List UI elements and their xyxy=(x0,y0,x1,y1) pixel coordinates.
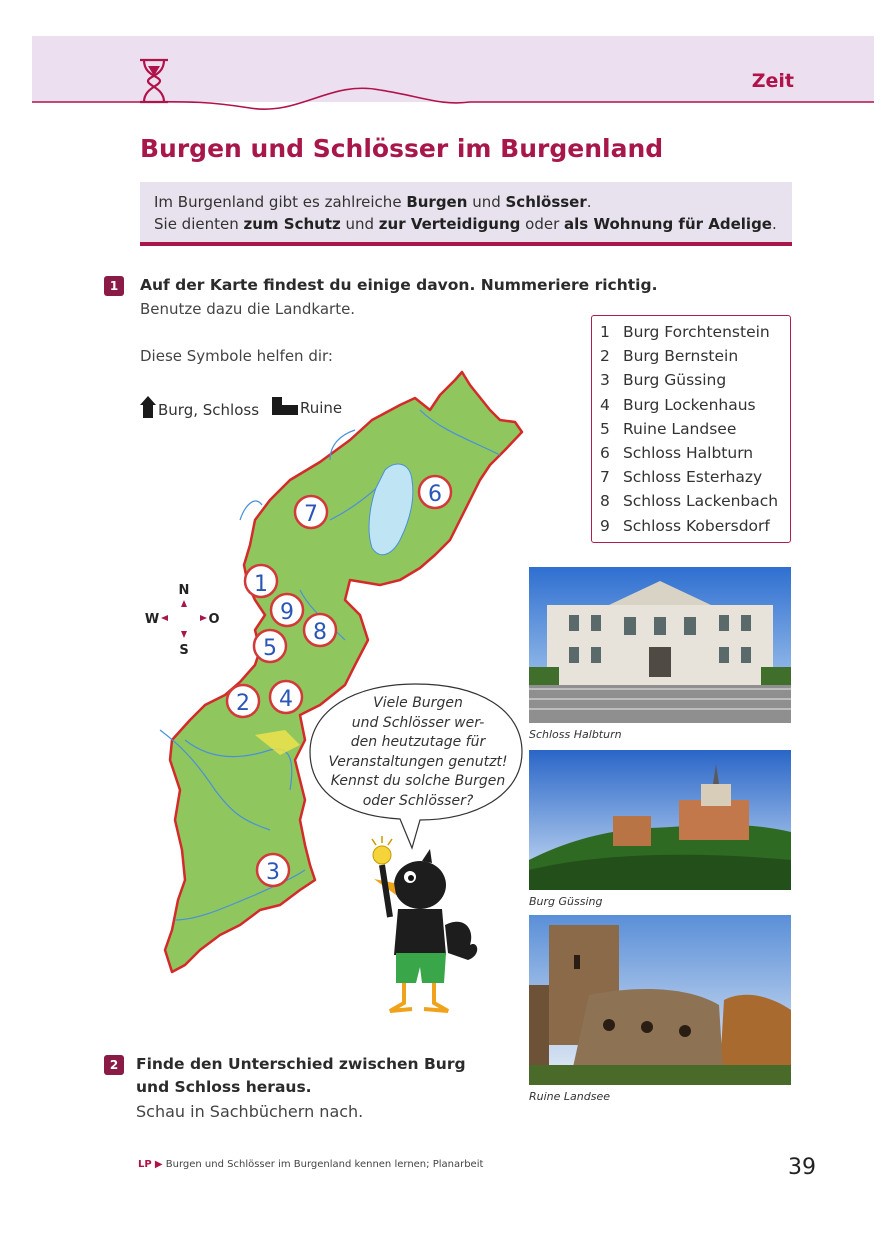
task-2-subtitle: Schau in Sachbüchern nach. xyxy=(136,1102,364,1121)
map-marker-4[interactable] xyxy=(270,681,302,713)
svg-text:2: 2 xyxy=(236,691,250,716)
svg-text:9: 9 xyxy=(280,600,294,625)
intro-line-2: Sie dienten zum Schutz und zur Verteidigung oder als Wohnung für Adelige. xyxy=(154,215,777,233)
svg-text:8: 8 xyxy=(313,620,327,645)
map-marker-2[interactable] xyxy=(227,685,259,717)
svg-text:3: 3 xyxy=(266,860,280,885)
list-item: 7 Schloss Esterhazy xyxy=(600,468,763,487)
speech-bubble xyxy=(312,690,512,820)
legend-ruin: Ruine xyxy=(270,395,342,417)
legend-castle: Burg, Schloss xyxy=(138,395,259,417)
list-item: 4 Burg Lockenhaus xyxy=(600,395,756,414)
intro-line-1: Im Burgenland gibt es zahlreiche Burgen und Schlösser. xyxy=(154,193,592,211)
list-item: 5 Ruine Landsee xyxy=(600,419,737,438)
task-2-title: Finde den Unterschied zwischen Burg und Schloss heraus. xyxy=(136,1055,466,1096)
map-marker-7[interactable] xyxy=(295,496,327,528)
map-marker-9[interactable] xyxy=(271,594,303,626)
list-item: 1 Burg Forchtenstein xyxy=(600,323,770,341)
list-item: 9 Schloss Kobersdorf xyxy=(600,516,770,535)
list-item: 6 Schloss Halbturn xyxy=(600,444,754,463)
raven-mascot-icon xyxy=(360,835,490,1025)
caption-schloss-halbturn: Schloss Halbturn xyxy=(529,728,622,741)
map-marker-8[interactable] xyxy=(304,614,336,646)
map-marker-3[interactable] xyxy=(257,854,289,886)
task-1-subtitle: Benutze dazu die Landkarte. xyxy=(140,300,356,318)
speech-text: Viele Burgen und Schlösser wer- den heutzutage für Veranstaltungen genutzt! Kennst du solche Burgen oder Schlösser? xyxy=(328,695,508,809)
svg-text:1: 1 xyxy=(254,572,268,597)
footer-note: LP ▶ Burgen und Schlösser im Burgenland kennen lernen; Planarbeit xyxy=(138,1159,484,1170)
svg-text:6: 6 xyxy=(428,482,442,507)
svg-text:S: S xyxy=(179,643,189,658)
map-marker-1[interactable] xyxy=(245,565,277,597)
page-number: 39 xyxy=(788,1155,816,1180)
compass-rose xyxy=(140,578,230,658)
photo-ruine-landsee xyxy=(529,915,791,1085)
list-item: 8 Schloss Lackenbach xyxy=(600,492,779,511)
list-item: 2 Burg Bernstein xyxy=(600,347,739,366)
section-label: Zeit xyxy=(751,70,794,92)
map-marker-6[interactable] xyxy=(419,476,451,508)
map-marker-5[interactable] xyxy=(254,630,286,662)
symbols-label: Diese Symbole helfen dir: xyxy=(140,347,333,365)
svg-text:W: W xyxy=(144,612,160,627)
list-item: 3 Burg Güssing xyxy=(600,371,727,390)
svg-text:4: 4 xyxy=(279,687,293,712)
page-title: Burgen und Schlösser im Burgenland xyxy=(140,134,664,163)
caption-burg-guessing: Burg Güssing xyxy=(529,895,603,908)
task-number-1: 1 xyxy=(104,276,124,296)
photo-schloss-halbturn xyxy=(529,567,791,723)
task-1-title: Auf der Karte findest du einige davon. Nummeriere richtig. xyxy=(140,276,658,294)
photo-burg-guessing xyxy=(529,750,791,890)
caption-ruine-landsee: Ruine Landsee xyxy=(529,1090,610,1103)
svg-text:O: O xyxy=(208,612,220,627)
task-number-2: 2 xyxy=(104,1055,124,1075)
svg-text:7: 7 xyxy=(304,502,318,527)
svg-text:N: N xyxy=(178,583,190,598)
svg-text:5: 5 xyxy=(263,636,277,661)
